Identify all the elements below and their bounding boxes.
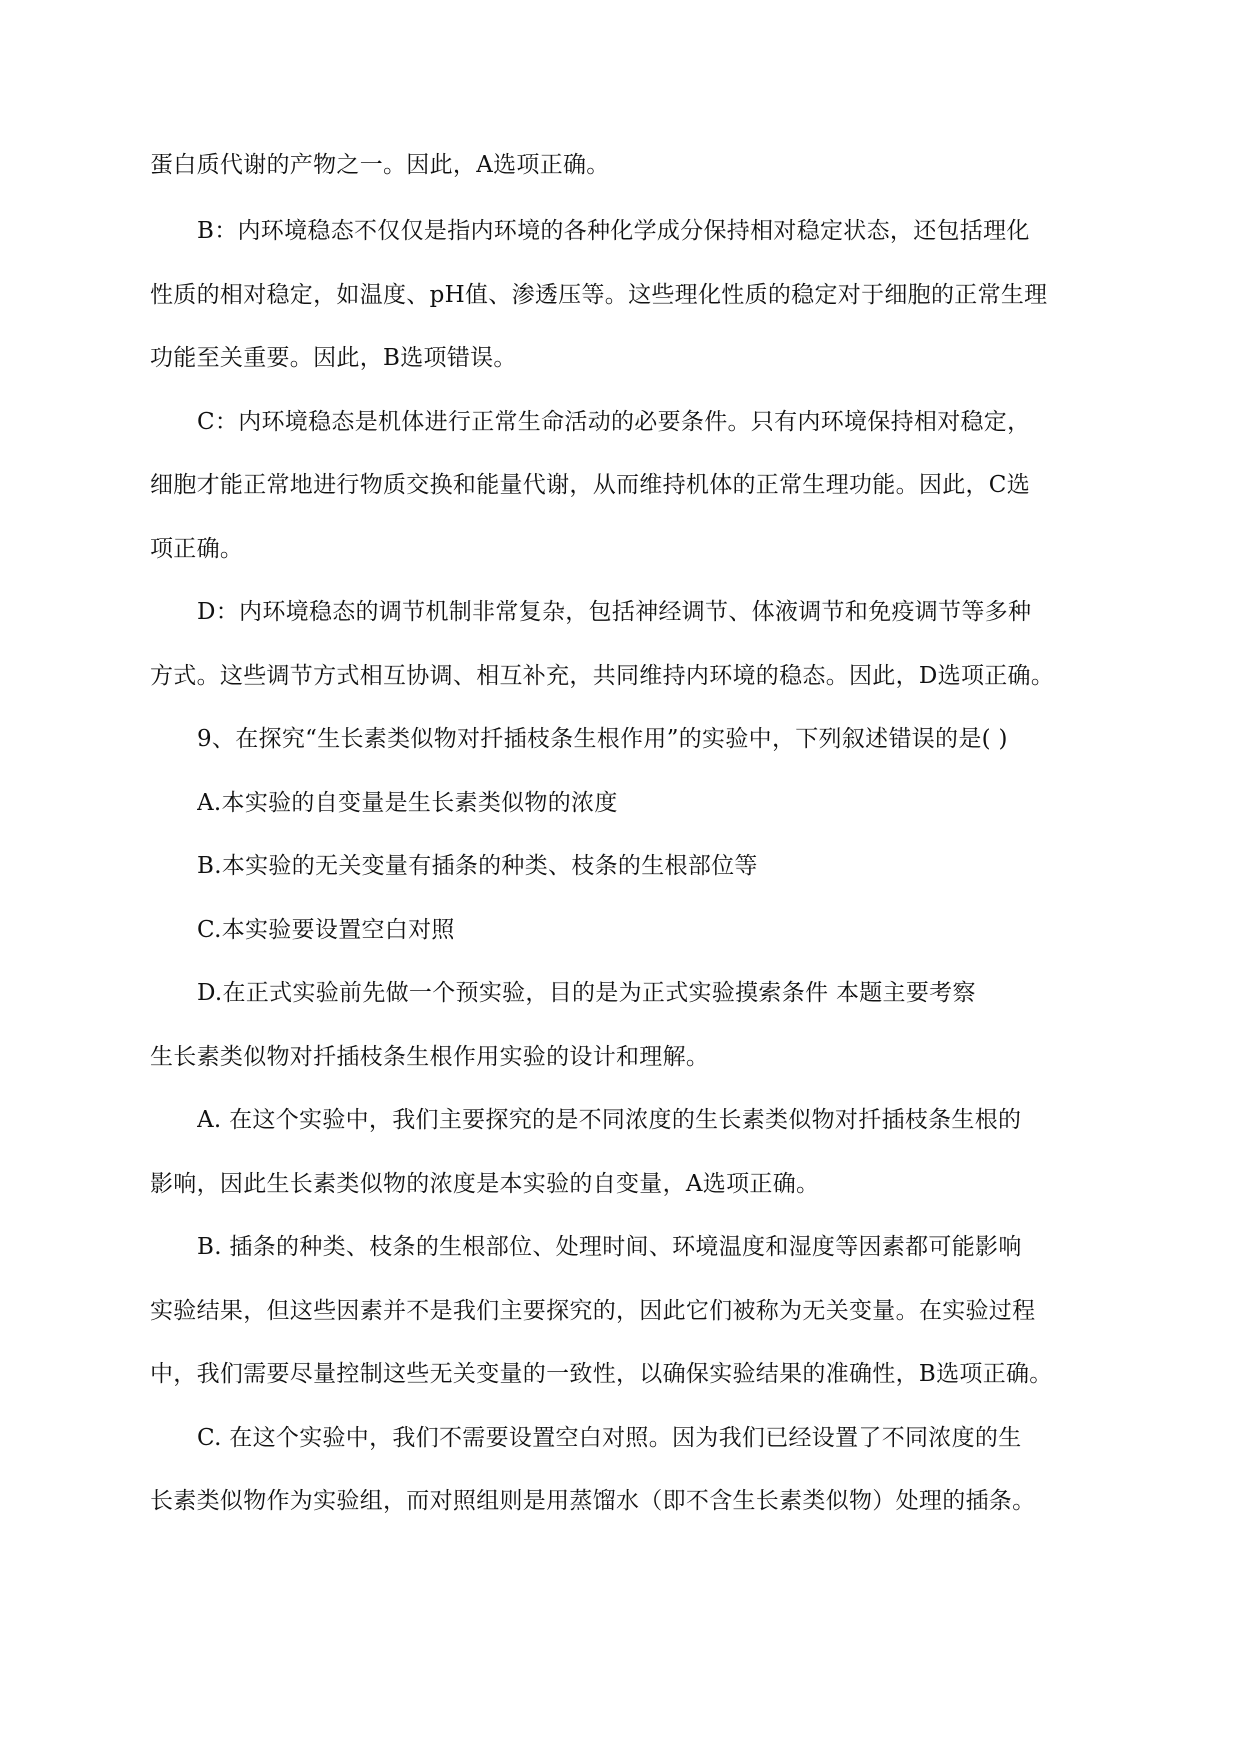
text-line-18: B. 插条的种类、枝条的生根部位、处理时间、环境温度和湿度等因素都可能影响	[197, 1234, 1022, 1260]
text-line-1: 蛋白质代谢的产物之一。因此，A选项正确。	[150, 152, 610, 178]
text-line-8: D：内环境稳态的调节机制非常复杂，包括神经调节、体液调节和免疫调节等多种	[197, 599, 1032, 625]
text-line-5: C：内环境稳态是机体进行正常生命活动的必要条件。只有内环境保持相对稳定，	[197, 409, 1031, 435]
question-9-stem: 9、在探究“生长素类似物对扦插枝条生根作用”的实验中，下列叙述错误的是( )	[197, 726, 1008, 752]
text-line-4: 功能至关重要。因此，B选项错误。	[150, 345, 517, 371]
text-line-21: C. 在这个实验中，我们不需要设置空白对照。因为我们已经设置了不同浓度的生	[197, 1425, 1022, 1451]
question-9-option-a: A.本实验的自变量是生长素类似物的浓度	[197, 790, 618, 816]
text-line-22: 长素类似物作为实验组，而对照组则是用蒸馏水（即不含生长素类似物）处理的插条。	[150, 1488, 1036, 1514]
text-line-2: B：内环境稳态不仅仅是指内环境的各种化学成分保持相对稳定状态，还包括理化	[197, 218, 1030, 244]
text-line-19: 实验结果，但这些因素并不是我们主要探究的，因此它们被称为无关变量。在实验过程	[150, 1298, 1036, 1324]
question-9-option-d: D.在正式实验前先做一个预实验，目的是为正式实验摸索条件 本题主要考察	[197, 980, 976, 1006]
text-line-15: 生长素类似物对扦插枝条生根作用实验的设计和理解。	[150, 1044, 710, 1070]
text-line-17: 影响，因此生长素类似物的浓度是本实验的自变量，A选项正确。	[150, 1171, 820, 1197]
text-line-16: A. 在这个实验中，我们主要探究的是不同浓度的生长素类似物对扦插枝条生根的	[197, 1107, 1022, 1133]
question-9-option-c: C.本实验要设置空白对照	[197, 917, 455, 943]
text-line-9: 方式。这些调节方式相互协调、相互补充，共同维持内环境的稳态。因此，D选项正确。	[150, 663, 1055, 689]
question-9-option-b: B.本实验的无关变量有插条的种类、枝条的生根部位等	[197, 853, 758, 879]
text-line-6: 细胞才能正常地进行物质交换和能量代谢，从而维持机体的正常生理功能。因此，C选	[150, 472, 1030, 498]
text-line-7: 项正确。	[150, 536, 244, 562]
text-line-3: 性质的相对稳定，如温度、pH值、渗透压等。这些理化性质的稳定对于细胞的正常生理	[150, 282, 1048, 308]
text-line-20: 中，我们需要尽量控制这些无关变量的一致性，以确保实验结果的准确性，B选项正确。	[150, 1361, 1053, 1387]
